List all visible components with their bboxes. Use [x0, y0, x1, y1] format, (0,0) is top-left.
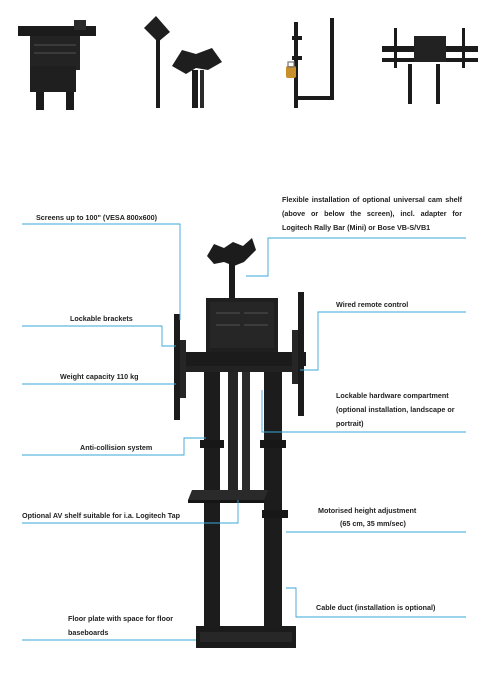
callout-weight: Weight capacity 110 kg	[60, 372, 139, 381]
callout-lockable-brackets: Lockable brackets	[70, 314, 133, 323]
callout-motorised-spec: (65 cm, 35 mm/sec)	[340, 519, 406, 528]
line-wired-remote	[300, 312, 466, 370]
callout-wired-remote: Wired remote control	[336, 300, 409, 309]
callout-anti-collision: Anti-collision system	[80, 443, 153, 452]
callout-av-shelf: Optional AV shelf suitable for i.a. Logitech Tap	[22, 511, 181, 520]
callout-lockable-compartment: Lockable hardware compartment (optional installation, landscape or portrait)	[336, 391, 455, 428]
line-flexible	[246, 238, 466, 276]
line-lockable-brackets	[22, 326, 176, 346]
line-screens	[22, 224, 180, 320]
callout-screens: Screens up to 100" (VESA 800x600)	[36, 213, 157, 222]
callout-floor-plate: Floor plate with space for floor baseboards	[68, 614, 174, 637]
callout-flexible: Flexible installation of optional universal cam shelf (above or below the screen), incl. adapter for Logitech Rally Bar (Mini) or Bose VB-S/VB1	[282, 195, 462, 232]
callout-cable-duct: Cable duct (installation is optional)	[316, 603, 436, 612]
callout-motorised: Motorised height adjustment	[318, 506, 417, 515]
